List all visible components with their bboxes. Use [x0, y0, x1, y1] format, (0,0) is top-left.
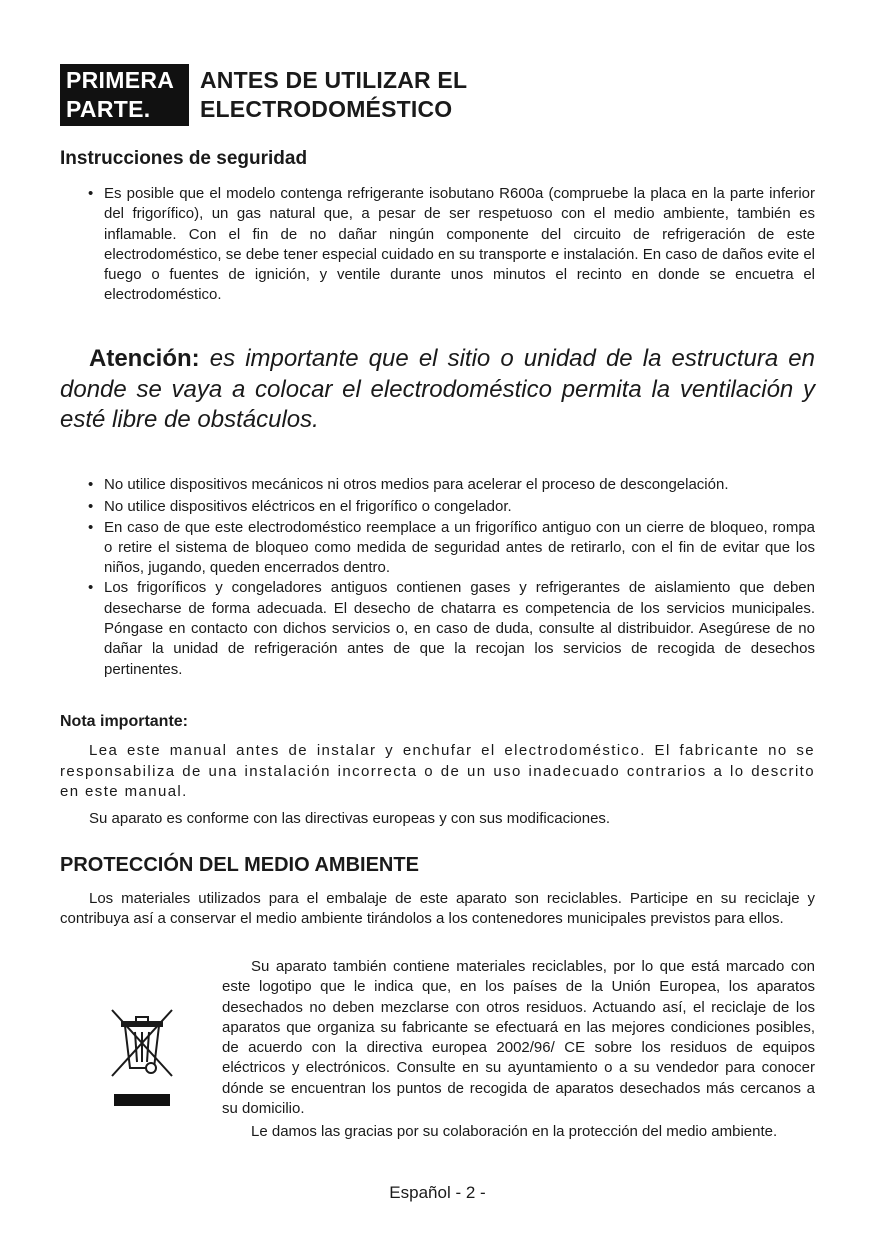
environment-paragraph-2: Su aparato también contiene materiales reciclables, por lo que está marcado con este logotipo que le indica que, en los países de la Unión Europea, los aparatos desechados no deben mezclarse con otros residuos. Actuando así, el reciclaje de los aparatos que organiza su fabricante se efectuará en las mejores condiciones posibles, de acuerdo con la directiva europea 2002/96/ CE sobre los residuos de equipos eléctricos y electrónicos. Consulte en su ayuntamiento o a su vendedor para conocer dónde se encuentran los puntos de recogida de aparatos desechados más cercanos a su domicilio. [222, 958, 815, 1118]
chapter-title [200, 66, 467, 124]
bullet-icon: • [88, 498, 94, 516]
bullet-icon: • [88, 518, 94, 536]
attention-note [60, 344, 815, 436]
warnings-list [86, 475, 815, 680]
note-paragraph-2: Su aparato es conforme con las directivas europeas y con sus modificaciones. [89, 810, 611, 827]
chapter-title-line2: ELECTRODOMÉSTICO [200, 96, 453, 122]
environment-heading: PROTECCIÓN DEL MEDIO AMBIENTE [60, 854, 419, 876]
environment-paragraph-3: Le damos las gracias por su colaboración en la protección del medio ambiente. [251, 1123, 778, 1140]
bullet-icon: • [88, 579, 94, 597]
note-paragraph-1: Lea este manual antes de instalar y enchufar el electrodoméstico. El fabricante no se responsabiliza de una instalación incorrecta o de un uso inadecuado contrarios a lo descrito en este manual. [60, 742, 815, 800]
page-number: Español - 2 - [389, 1183, 486, 1202]
list-item [86, 184, 815, 306]
warning-text: No utilice dispositivos eléctricos en el frigorífico o congelador. [104, 498, 512, 516]
bullet-icon: • [88, 185, 94, 202]
warning-text: En caso de que este electrodoméstico reemplace a un frigorífico antiguo con un cierre de bloqueo, rompa o retire el sistema de bloqueo como medida de seguridad antes de retirarlo, con el fin de evitar que los niños, jugando, queden encerrados dentro. [104, 518, 815, 577]
part-badge [60, 64, 189, 126]
safety-heading: Instrucciones de seguridad [60, 148, 308, 169]
part-label-line2: PARTE. [66, 96, 151, 122]
safety-intro-list [86, 184, 815, 306]
environment-paragraph-1: Los materiales utilizados para el embalaje de este aparato son reciclables. Participe en su reciclaje y contribuya así a conservar el medio ambiente tirándolos a los contenedores municipales previstos para ellos. [60, 890, 815, 928]
list-item [86, 578, 815, 679]
chapter-title-line1: ANTES DE UTILIZAR EL [200, 67, 468, 93]
attention-label: Atención: [89, 345, 200, 372]
part-label-line1: PRIMERA [66, 67, 175, 93]
note-heading: Nota importante: [60, 713, 188, 730]
list-item [86, 475, 815, 495]
list-item [86, 497, 815, 517]
attention-text: es importante que el sitio o unidad de la estructura en donde se vaya a colocar el electrodoméstico permita la ventilación y esté libre de obstáculos. [60, 345, 815, 433]
bullet-icon: • [88, 476, 94, 493]
safety-intro-text: Es posible que el modelo contenga refrigerante isobutano R600a (compruebe la placa en la parte inferior del frigorífico), un gas natural que, a pesar de ser respetuoso con el medio ambiente, también es inflamable. Con el fin de no dañar ningún componente del circuito de refrigeración de este electrodoméstico, se debe tener especial cuidado en su transporte e instalación. En caso de daños evite el fuego o fuentes de ignición, y ventile durante unos minutos el recinto en donde se encuetra el electrodoméstico. [104, 185, 815, 304]
weee-bin-icon [108, 1006, 176, 1110]
warning-text: No utilice dispositivos mecánicos ni otros medios para acelerar el proceso de descongelación. [104, 476, 729, 493]
warning-text: Los frigoríficos y congeladores antiguos contienen gases y refrigerantes de aislamiento que deben desecharse de forma adecuada. El desecho de chatarra es competencia de los servicios municipales. Póngase en contacto con dichos servicios o, en caso de duda, consulte al distribuidor. Asegúrese de no dañar la unidad de refrigeración antes de que la recojan los servicios de recogida de desechos pertinentes. [104, 579, 815, 678]
list-item [86, 518, 815, 579]
